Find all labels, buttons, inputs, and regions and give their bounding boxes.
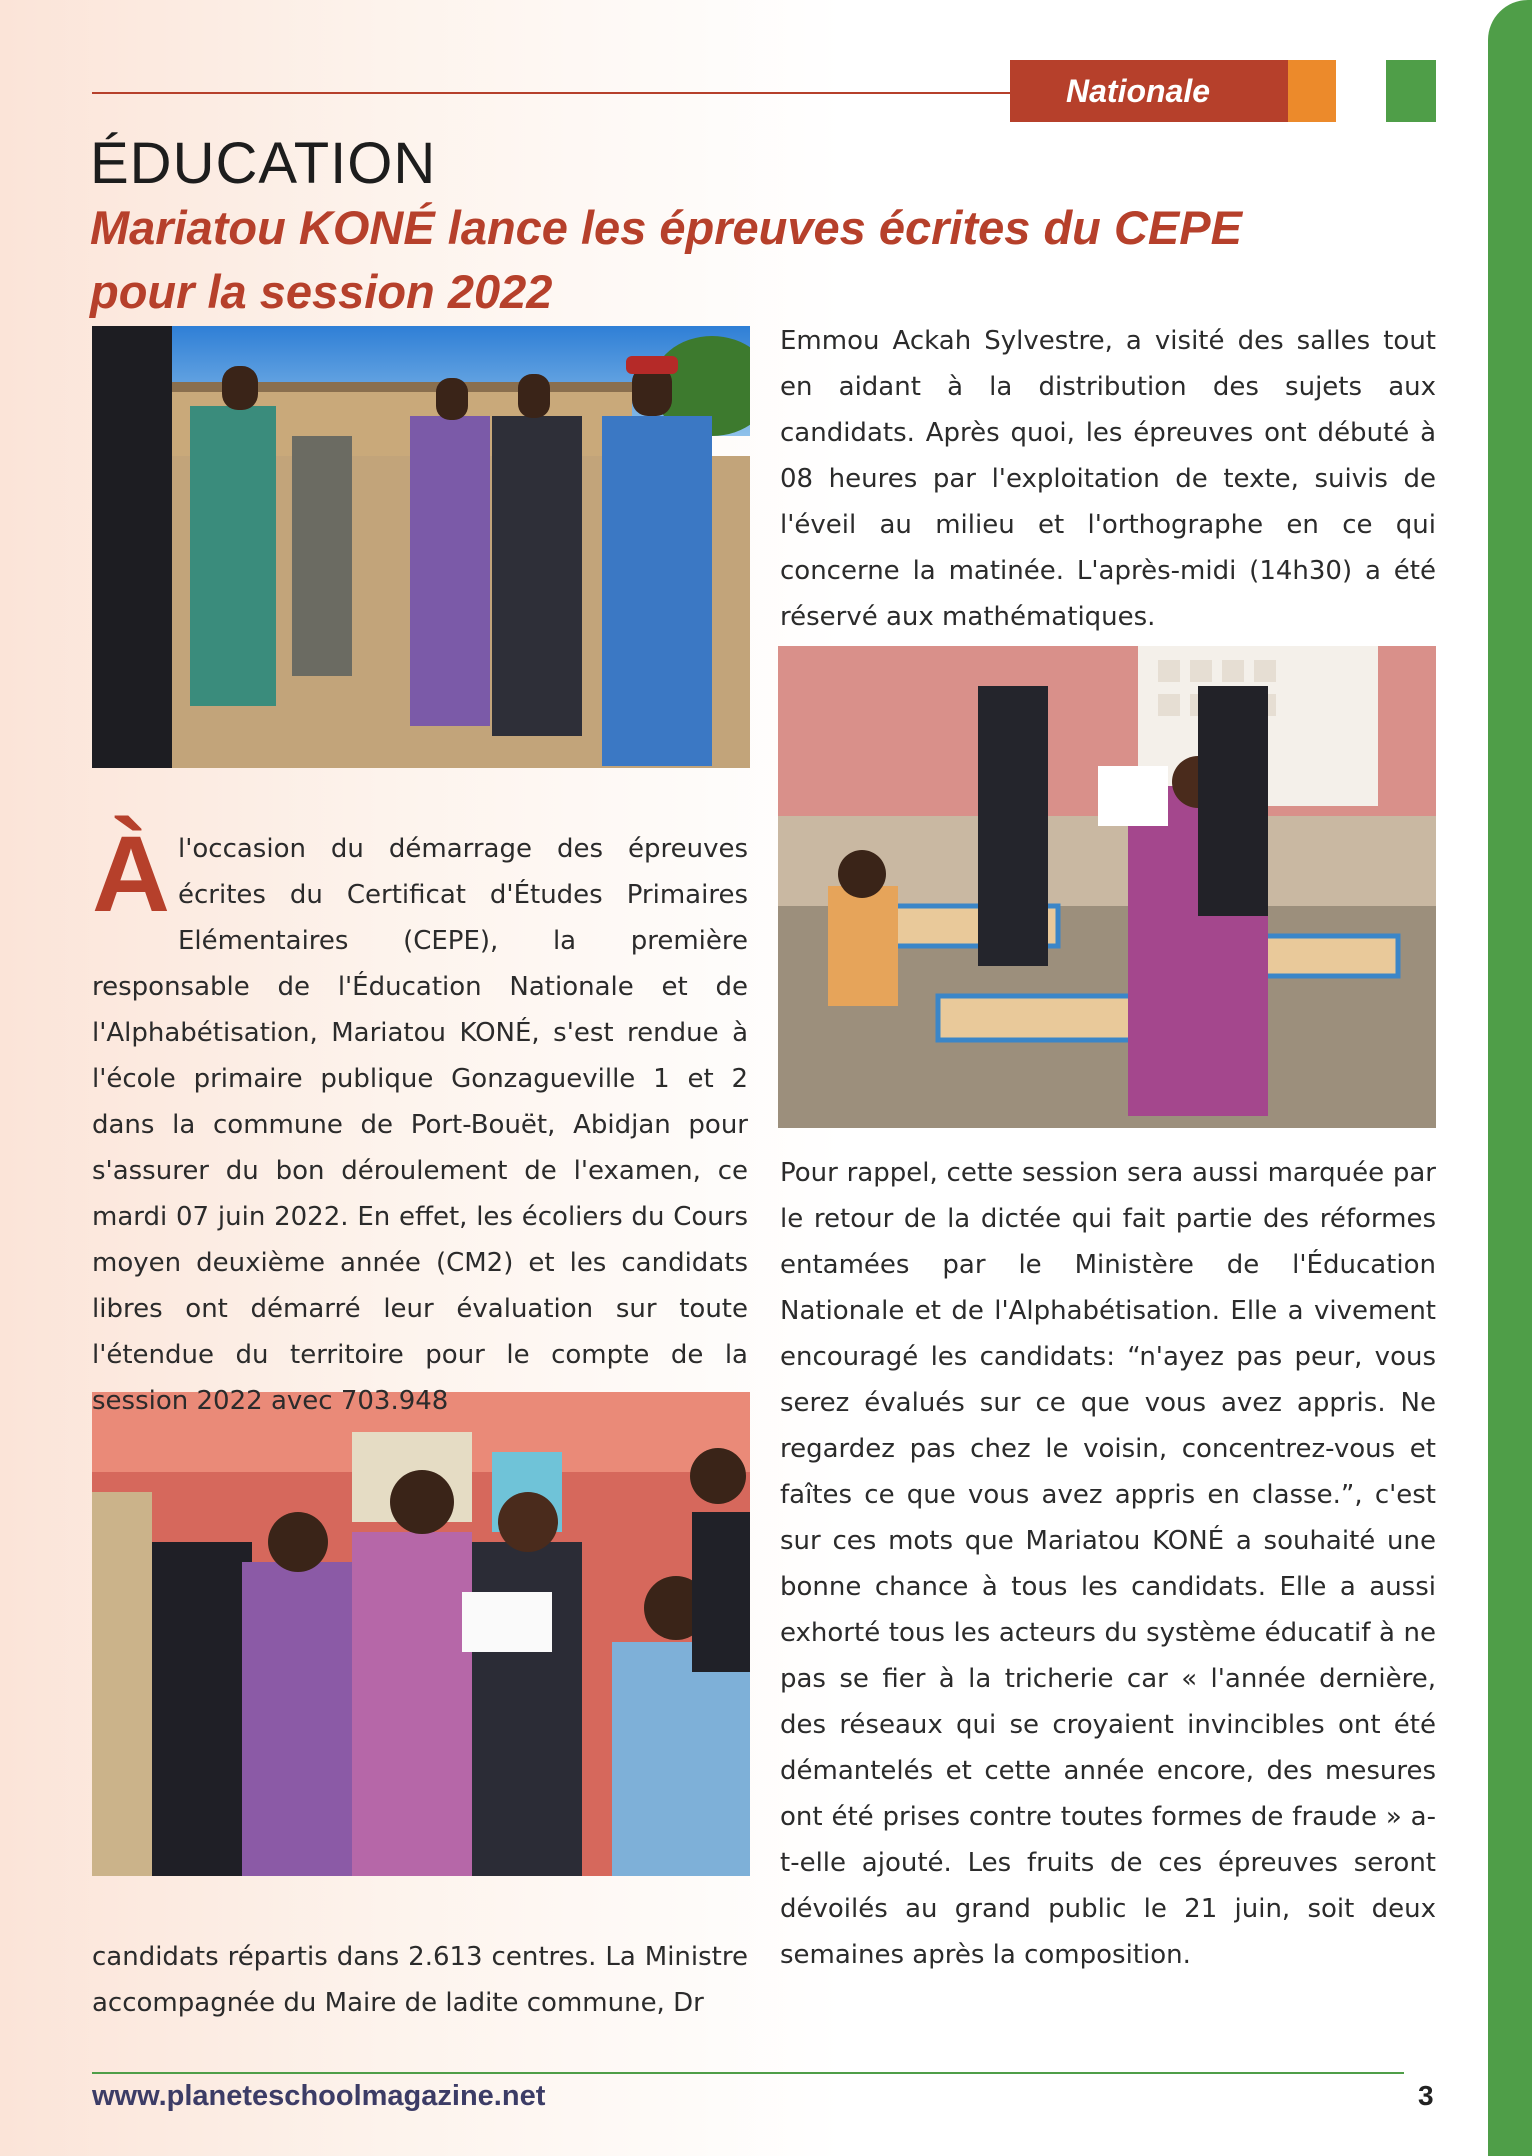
footer-website: www.planeteschoolmagazine.net <box>92 2080 546 2112</box>
page-edge-bar <box>1488 0 1532 2156</box>
page-number: 3 <box>1418 2080 1434 2111</box>
photo-officials-reading <box>92 1392 750 1876</box>
dropcap: À <box>92 813 170 934</box>
article-para-1-cont: candidats répartis dans 2.613 centres. La Ministre accompagnée du Maire de ladite commune, Dr <box>92 1942 748 2018</box>
photo-classroom-distribution <box>778 646 1436 1128</box>
article-para-1: l'occasion du démarrage des épreuves écrites du Certificat d'Études Primaires Elémentaires (CEPE), la première responsable de l'Éducation Nationale et de l'Alphabétisation, Mariatou KONÉ, s'est rendue à l'école primaire publique Gonzagueville 1 et 2 dans la commune de Port-Bouët, Abidjan pour s'assurer du bon déroulement de l'examen, ce mardi 07 juin 2022. En effet, les écoliers du Cours moyen deuxième année (CM2) et les candidats libres ont démarré leur évaluation sur toute l'étendue du territoire pour le compte de la session 2022 avec 703.948 <box>92 834 748 1416</box>
article-headline: Mariatou KONÉ lance les épreuves écrites du CEPE pour la session 2022 <box>90 201 1242 318</box>
article-body-left-continued <box>92 1934 748 2026</box>
header-rule <box>92 92 1012 94</box>
article-body-left <box>92 813 748 1424</box>
section-tag: Nationale <box>1010 60 1288 122</box>
article-para-3: Pour rappel, cette session sera aussi marquée par le retour de la dictée qui fait partie des réformes entamées par le Ministère de l'Éducation Nationale et de l'Alphabétisation. Elle a vivement encouragé les candidats: “n'ayez pas peur, vous serez évalués sur ce que vous avez appris. Ne regardez pas chez le voisin, concentrez-vous et faîtes ce que vous avez appris en classe.”, c'est sur ces mots que Mariatou KONÉ a souhaité une bonne chance à tous les candidats. Elle a aussi exhorté tous les acteurs du système éducatif à ne pas se fier à la tricherie car « l'année dernière, des réseaux qui se croyaient invincibles ont été démantelés et cette année encore, des mesures ont été prises contre toutes formes de fraude » a-t-elle ajouté. Les fruits de ces épreuves seront dévoilés au grand public le 21 juin, soit deux semaines après la composition. <box>780 1158 1436 1970</box>
page-edge-spacer <box>1468 0 1488 2156</box>
article-kicker: ÉDUCATION <box>90 131 437 196</box>
footer-rule <box>92 2072 1404 2074</box>
section-tag-green-block <box>1386 60 1436 122</box>
photo-delegation-walking <box>92 326 750 768</box>
article-para-2: Emmou Ackah Sylvestre, a visité des salles tout en aidant à la distribution des sujets aux candidats. Après quoi, les épreuves ont débuté à 08 heures par l'exploitation de texte, suivis de l'éveil au milieu et l'orthographe en ce qui concerne la matinée. L'après-midi (14h30) a été réservé aux mathématiques. <box>780 326 1436 632</box>
article-body-right-bottom <box>780 1150 1436 1978</box>
section-tag-orange-block <box>1288 60 1336 122</box>
article-body-right-top <box>780 318 1436 640</box>
